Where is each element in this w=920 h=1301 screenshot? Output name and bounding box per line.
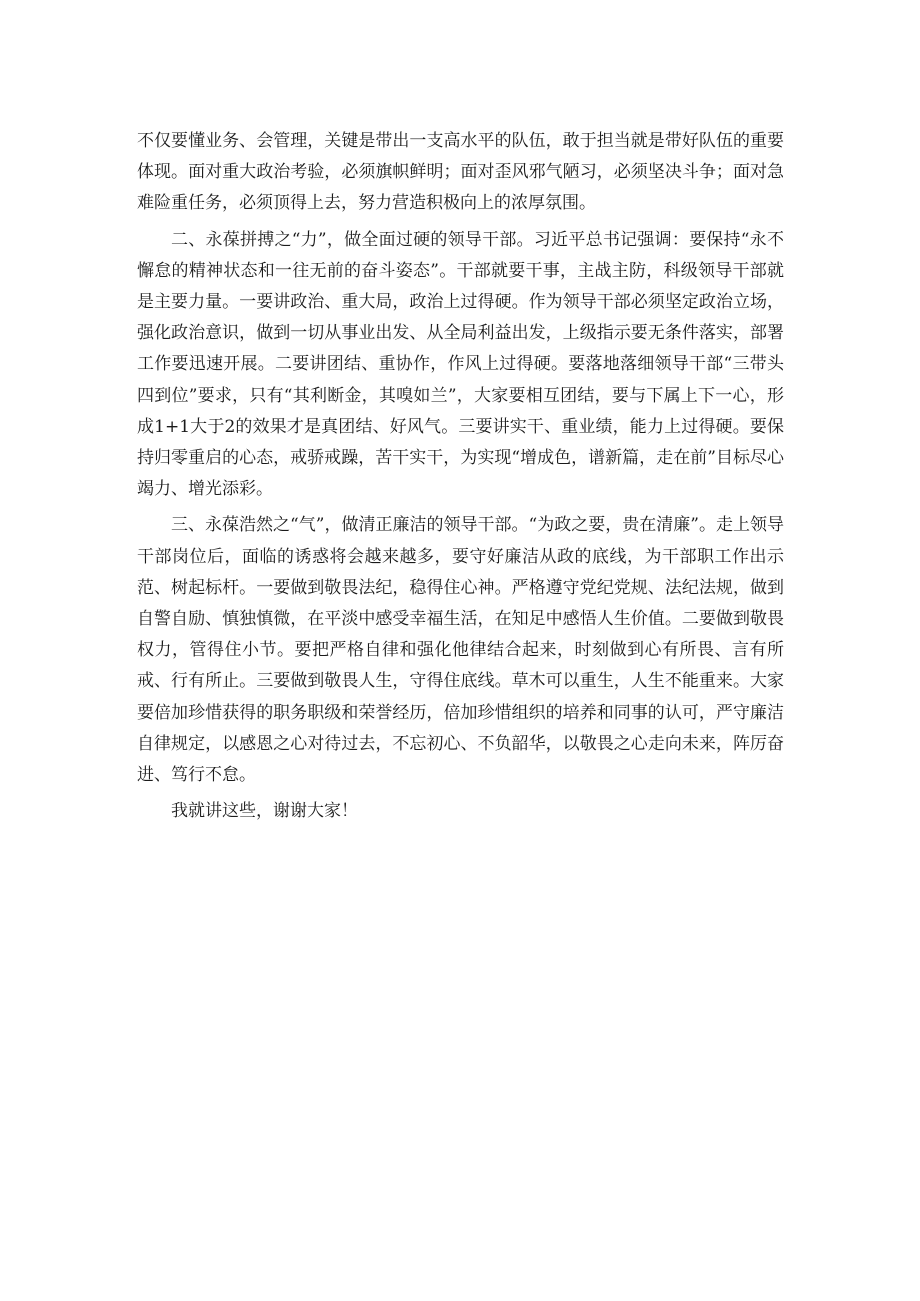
paragraph-section-two: 二、永葆拼搏之“力”，做全面过硬的领导干部。习近平总书记强调：要保持“永不懈怠的精神状态和一往无前的奋斗姿态”。干部就要干事，主战主防，科级领导干部就是主要力量。一要讲政治、重大局，政治上过得硬。作为领导干部必须坚定政治立场，强化政治意识，做到一切从事业出发、从全局利益出发，上级指示要无条件落实，部署工作要迅速开展。二要讲团结、重协作，作风上过得硬。要落地落细领导干部“三带头四到位”要求，只有“其利断金，其嗅如兰”，大家要相互团结，要与下属上下一心，形成1+1大于2的效果才是真团结、好风气。三要讲实干、重业绩，能力上过得硬。要保持归零重启的心态，戒骄戒躁，苦干实干，为实现“增成色，谱新篇，走在前”目标尽心竭力、增光添彩。 <box>137 229 784 500</box>
paragraph-closing: 我就讲这些，谢谢大家！ <box>171 801 358 822</box>
document-body <box>137 126 784 832</box>
paragraph-section-three: 三、永葆浩然之“气”，做清正廉洁的领导干部。“为政之要，贵在清廉”。走上领导干部岗位后，面临的诱惑将会越来越多，要守好廉洁从政的底线，为干部职工作出示范、树起标杆。一要做到敬畏法纪，稳得住心神。严格遵守党纪党规、法纪法规，做到自警自励、慎独慎微，在平淡中感受幸福生活，在知足中感悟人生价值。二要做到敬畏权力，管得住小节。要把严格自律和强化他律结合起来，时刻做到心有所畏、言有所戒、行有所止。三要做到敬畏人生，守得住底线。草木可以重生，人生不能重来。大家要倍加珍惜获得的职务职级和荣誉经历，倍加珍惜组织的培养和同事的认可，严守廉洁自律规定，以感恩之心对待过去，不忘初心、不负韶华，以敬畏之心走向未来，阵厉奋进、笃行不怠。 <box>137 515 784 786</box>
paragraph-continuation: 不仅要懂业务、会管理，关键是带出一支高水平的队伍，敢于担当就是带好队伍的重要体现。面对重大政治考验，必须旗帜鲜明；面对歪风邪气陋习，必须坚决斗争；面对急难险重任务，必须顶得上去，努力营造积极向上的浓厚氛围。 <box>137 131 784 214</box>
